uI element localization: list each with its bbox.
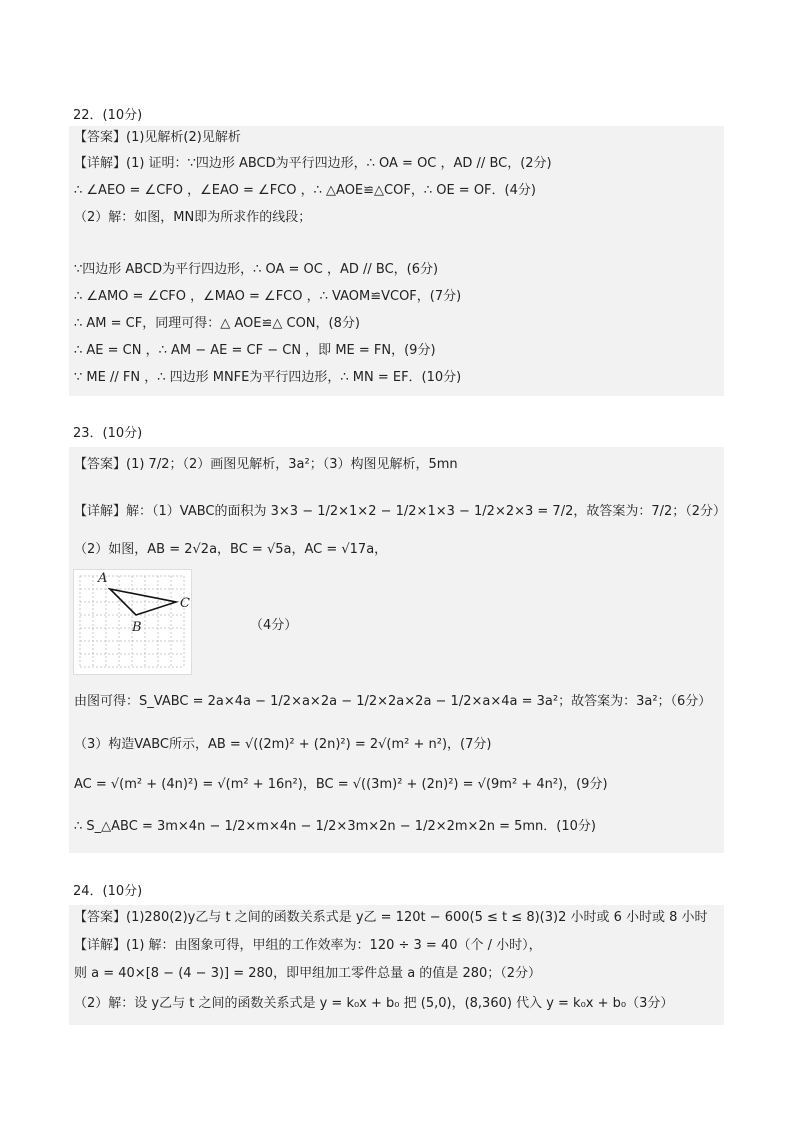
detail-line: ∴ ∠AEO = ∠CFO ，∠EAO = ∠FCO ，∴ △AOE≌△COF，∴ OE = OF．(4分) xyxy=(74,183,536,198)
detail-line: （2）解：如图，MN即为所求作的线段； xyxy=(74,210,312,225)
detail-line: 【详解】(1) 解：由图象可得，甲组的工作效率为：120 ÷ 3 = 40（个 / 小时）， xyxy=(74,938,542,953)
question-22-header: 22．(10分) xyxy=(73,108,143,123)
detail-line: 【详解】(1) 证明：∵四边形 ABCD为平行四边形，∴ OA = OC ，AD // BC，(2分) xyxy=(74,156,552,171)
answer-line: 【答案】(1)见解析(2)见解析 xyxy=(74,130,241,145)
detail-line: （2）解：设 y乙与 t 之间的函数关系式是 y = k₀x + b₀ 把 (5,0)，(8,360) 代入 y = k₀x + b₀（3分） xyxy=(74,996,674,1011)
question-24-header: 24．(10分) xyxy=(73,884,143,899)
detail-line: ∴ S_△ABC = 3m×4n − 1/2×m×4n − 1/2×3m×2n − 1/2×2m×2n = 5mn．(10分) xyxy=(74,819,596,834)
triangle-grid-figure xyxy=(73,569,192,675)
answer-block-23 xyxy=(69,447,727,853)
detail-line: ∵ ME // FN ，∴ 四边形 MNFE为平行四边形，∴ MN = EF．(10分) xyxy=(74,370,462,385)
answer-block-24 xyxy=(69,905,724,1025)
answer-line: 【答案】(1)280(2)y乙与 t 之间的函数关系式是 y乙 = 120t − 600(5 ≤ t ≤ 8)(3)2 小时或 6 小时或 8 小时 xyxy=(74,910,708,925)
detail-line: ∴ AM = CF，同理可得：△ AOE≌△ CON，(8分) xyxy=(74,316,360,331)
detail-line: 则 a = 40×[8 − (4 − 3)] = 280，即甲组加工零件总量 a 的值是 280；（2分） xyxy=(74,966,542,981)
vertex-c-label: C xyxy=(180,596,190,611)
vertex-b-label: B xyxy=(132,620,142,635)
triangle-abc xyxy=(110,589,176,615)
detail-line: ∴ ∠AMO = ∠CFO ，∠MAO = ∠FCO ，∴ VAOM≌VCOF，(7分) xyxy=(74,289,462,304)
detail-line: （3）构造VABC所示，AB = √((2m)² + (2n)²) = 2√(m² + n²)，(7分) xyxy=(74,737,492,752)
detail-line: AC = √(m² + (4n)²) = √(m² + 16n²)，BC = √((3m)² + (2n)²) = √(9m² + 4n²)，(9分) xyxy=(74,777,608,792)
detail-line: （2）如图，AB = 2√2a，BC = √5a，AC = √17a， xyxy=(74,542,388,557)
detail-line: 由图可得：S_VABC = 2a×4a − 1/2×a×2a − 1/2×2a×2a − 1/2×a×4a = 3a²；故答案为：3a²；（6分） xyxy=(74,694,712,709)
figure-score: （4分） xyxy=(250,618,298,633)
answer-line: 【答案】(1) 7/2；（2）画图见解析，3a²；（3）构图见解析，5mn xyxy=(74,457,458,472)
detail-line: ∴ AE = CN ，∴ AM − AE = CF − CN ，即 ME = FN，(9分) xyxy=(74,343,436,358)
detail-line: ∵四边形 ABCD为平行四边形，∴ OA = OC ，AD // BC，(6分) xyxy=(74,262,439,277)
vertex-a-label: A xyxy=(98,571,108,586)
answer-block-22 xyxy=(69,126,724,396)
detail-line: 【详解】解：（1）VABC的面积为 3×3 − 1/2×1×2 − 1/2×1×3 − 1/2×2×3 = 7/2，故答案为：7/2；（2分） xyxy=(74,504,727,519)
question-23-header: 23．(10分) xyxy=(73,426,143,441)
